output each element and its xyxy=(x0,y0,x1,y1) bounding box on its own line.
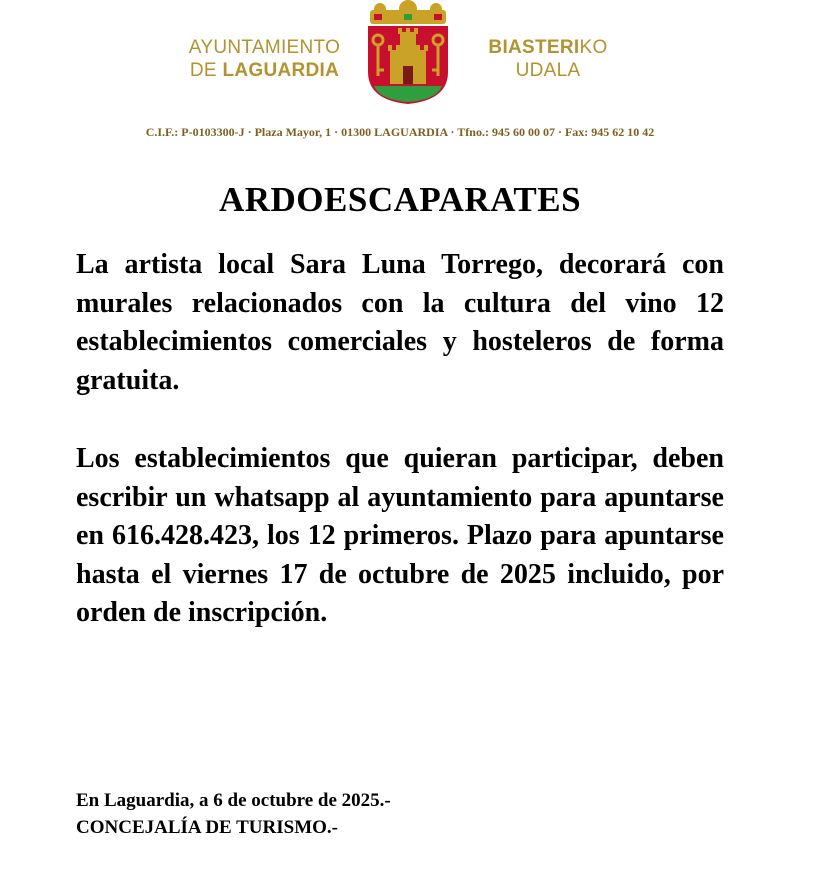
crown-icon xyxy=(370,0,446,24)
letterhead-de-laguardia xyxy=(172,59,357,82)
contact-line: C.I.F.: P-0103300-J · Plaza Mayor, 1 · 01300 LAGUARDIA · Tfno.: 945 60 00 07 · Fax: 945 62 10 42 xyxy=(145,125,655,139)
letterhead-udala: UDALA xyxy=(515,60,581,81)
letterhead-laguardia: LAGUARDIA xyxy=(222,60,340,81)
letterhead-ko: KO xyxy=(579,37,608,58)
paragraph-artist: La artista local Sara Luna Torrego, decorará con murales relacionados con la cultura del vino 12 establecimientos comerciales y hosteleros de forma gratuita. xyxy=(76,249,724,396)
letterhead-ayuntamiento: AYUNTAMIENTO xyxy=(188,37,341,58)
signature-office: CONCEJALÍA DE TURISMO.- xyxy=(76,817,338,838)
letterhead-de: DE xyxy=(189,60,223,81)
signature-date: En Laguardia, a 6 de octubre de 2025.- xyxy=(76,790,391,811)
letterhead-right xyxy=(478,36,618,82)
document-title: ARDOESCAPARATES xyxy=(218,180,582,219)
letterhead-biasteriko xyxy=(478,36,618,59)
letterhead-biasteri: BIASTERI xyxy=(488,37,580,58)
paragraph-registration: Los establecimientos que quieran participar, deben escribir un whatsapp al ayuntamiento para apuntarse en 616.428.423, los 12 primeros. Plazo para apuntarse hasta el viernes 17 de octubre de 2025 incluido, por orden de inscripción. xyxy=(76,443,724,628)
letterhead-left xyxy=(172,36,357,82)
letterhead xyxy=(172,0,620,106)
coat-of-arms-icon xyxy=(360,0,456,106)
